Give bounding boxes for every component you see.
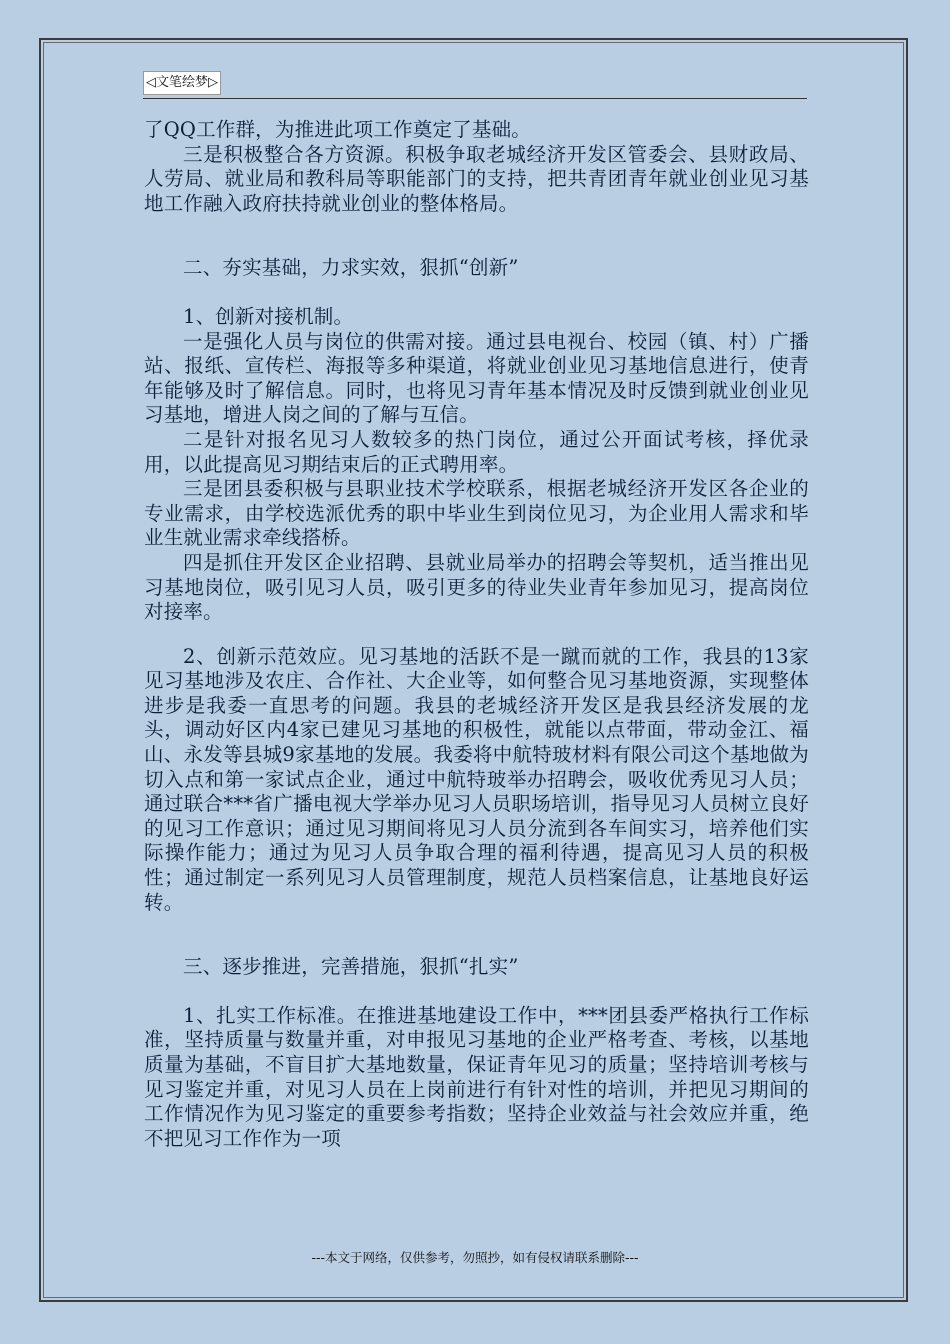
subsection-heading: 1、创新对接机制。 [183, 304, 354, 328]
paragraph: 三是积极整合各方资源。积极争取老城经济开发区管委会、县财政局、人劳局、就业局和教科局等职能部门的支持，把共青团青年就业创业见习基地工作融入政府扶持就业创业的整体格局。 [144, 142, 809, 215]
paragraph: 一是强化人员与岗位的供需对接。通过县电视台、校园（镇、村）广播站、报纸、宣传栏、海报等多种渠道，将就业创业见习基地信息进行，使青年能够及时了解信息。同时，也将见习青年基本情况及时反馈到就业创业见习基地，增进人岗之间的了解与互信。 [144, 329, 809, 427]
section-heading-2: 二、夯实基础，力求实效，狠抓“创新” [183, 256, 519, 280]
paragraph: 四是抓住开发区企业招聘、县就业局举办的招聘会等契机，适当推出见习基地岗位，吸引见习人员，吸引更多的待业失业青年参加见习，提高岗位对接率。 [144, 550, 809, 624]
page-header [143, 71, 807, 99]
header-label: ◁文笔绘梦▷ [143, 71, 221, 95]
paragraph: 三是团县委积极与县职业技术学校联系，根据老城经济开发区各企业的专业需求，由学校选派优秀的职中毕业生到岗位见习，为企业用人需求和毕业生就业需求牵线搭桥。 [144, 477, 809, 550]
paragraph: 二是针对报名见习人数较多的热门岗位，通过公开面试考核，择优录用，以此提高见习期结束后的正式聘用率。 [144, 427, 809, 476]
document-body [144, 118, 809, 1151]
paragraph: 2、创新示范效应。见习基地的活跃不是一蹴而就的工作，我县的13家见习基地涉及农庄、合作社、大企业等，如何整合见习基地资源，实现整体进步是我委一直思考的问题。我县的老城经济开发区是我县经济发展的龙头，调动好区内4家已建见习基地的积极性，就能以点带面，带动金江、福山、永发等县城9家基地的发展。我委将中航特玻材料有限公司这个基地做为切入点和第一家试点企业，通过中航特玻举办招聘会，吸收优秀见习人员；通过联合***省广播电视大学举办见习人员职场培训，指导见习人员树立良好的见习工作意识；通过见习期间将见习人员分流到各车间实习，培养他们实际操作能力；通过为见习人员争取合理的福利待遇，提高见习人员的积极性；通过制定一系列见习人员管理制度，规范人员档案信息，让基地良好运转。 [144, 644, 809, 914]
paragraph: 了QQ工作群，为推进此项工作奠定了基础。 [144, 118, 531, 141]
section-heading-3: 三、逐步推进，完善措施，狠抓“扎实” [183, 955, 519, 979]
paragraph: 1、扎实工作标准。在推进基地建设工作中，***团县委严格执行工作标准，坚持质量与数量并重，对申报见习基地的企业严格考查、考核，以基地质量为基础，不盲目扩大基地数量，保证青年见习的质量；坚持培训考核与见习鉴定并重，对见习人员在上岗前进行有针对性的培训，并把见习期间的工作情况作为见习鉴定的重要参考指数；坚持企业效益与社会效应并重，绝不把见习工作作为一项 [144, 1003, 809, 1150]
page-footer: ---本文于网络，仅供参考，勿照抄，如有侵权请联系删除--- [311, 1250, 639, 1265]
